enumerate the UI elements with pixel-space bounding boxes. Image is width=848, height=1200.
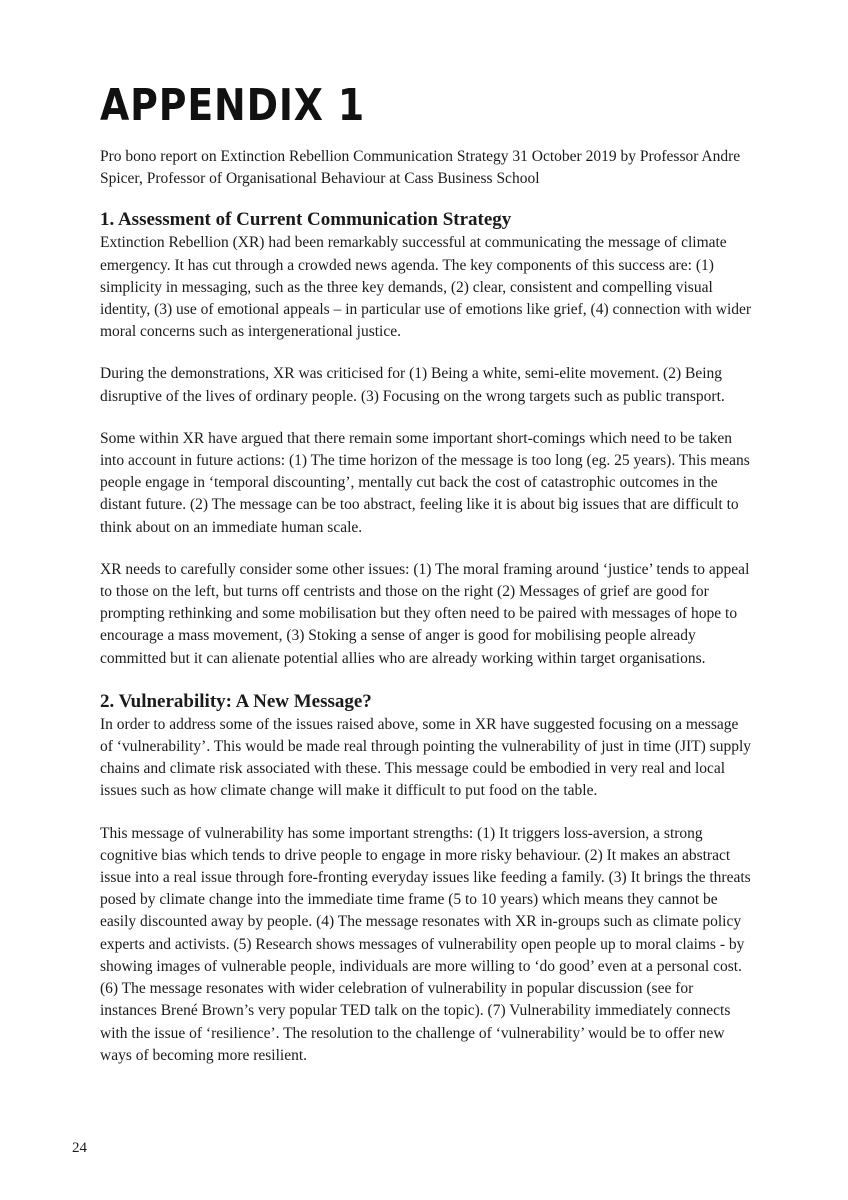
page-title: APPENDIX 1 <box>100 80 366 131</box>
body-paragraph: XR needs to carefully consider some other issues: (1) The moral framing around ‘justice’ tends to appeal to those on the left, but turns off centrists and those on the right (2) Messages of grief are good for prompting rethinking and some mobilisation but they often need to be paired with messages of hope to encourage a mass movement, (3) Stoking a sense of anger is good for mobilising people already committed but it can alienate potential allies who are already working within target organisations. <box>100 560 750 667</box>
body-paragraph: This message of vulnerability has some important strengths: (1) It triggers loss-aversion, a strong cognitive bias which tends to drive people to engage in more risky behaviour. (2) It makes an abstract issue into a real issue through fore-fronting everyday issues like feeding a family. (3) It brings the threats posed by climate change into the immediate time frame (5 to 10 years) which means they cannot be easily discounted away by people. (4) The message resonates with XR in-groups such as climate policy experts and activists. (5) Research shows messages of vulnerability open people up to moral claims - by showing images of vulnerable people, individuals are more willing to ‘do good’ even at a personal cost. (6) The message resonates with wider celebration of vulnerability in popular discussion (see for instances Brené Brown’s very popular TED talk on the topic). (7) Vulnerability immediately connects with the issue of ‘resilience’. The resolution to the challenge of ‘vulnerability’ would be to offer new ways of becoming more resilient. <box>100 824 751 1064</box>
page-number: 24 <box>72 1140 87 1156</box>
section-assessment <box>100 208 752 669</box>
body-paragraph: In order to address some of the issues raised above, some in XR have suggested focusing on a message of ‘vulnerability’. This would be made real through pointing the vulnerability of just in time (JIT) supply chains and climate risk associated with these. This message could be embodied in very real and local issues such as how climate change will make it difficult to put food on the table. <box>100 715 752 800</box>
section-heading: 2. Vulnerability: A New Message? <box>100 690 372 712</box>
body-paragraph: During the demonstrations, XR was criticised for (1) Being a white, semi-elite movement. (2) Being disruptive of the lives of ordinary people. (3) Focusing on the wrong targets such as public transport. <box>100 365 725 405</box>
section-heading: 1. Assessment of Current Communication Strategy <box>100 209 512 231</box>
intro-text: Pro bono report on Extinction Rebellion Communication Strategy 31 October 2019 by Professor Andre Spicer, Professor of Organisational Behaviour at Cass Business School <box>100 148 741 188</box>
section-vulnerability <box>100 690 752 1067</box>
document-body <box>100 146 752 1087</box>
body-paragraph: Extinction Rebellion (XR) had been remarkably successful at communicating the message of climate emergency. It has cut through a crowded news agenda. The key components of this success are: (1) simplicity in messaging, such as the three key demands, (2) clear, consistent and compelling visual identity, (3) use of emotional appeals – in particular use of emotions like grief, (4) connection with wider moral concerns such as intergenerational justice. <box>100 234 752 341</box>
body-paragraph: Some within XR have argued that there remain some important short-comings which need to be taken into account in future actions: (1) The time horizon of the message is too long (eg. 25 years). This means people engage in ‘temporal discounting’, mentally cut back the cost of catastrophic outcomes in the distant future. (2) The message can be too abstract, feeling like it is about big issues that are difficult to think about on an immediate human scale. <box>100 429 750 536</box>
